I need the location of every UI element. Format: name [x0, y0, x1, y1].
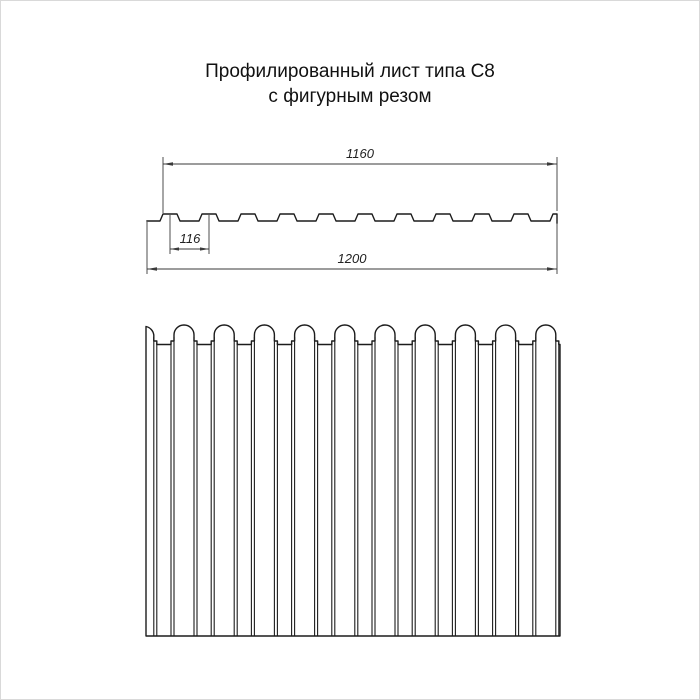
- dimension-1160: [163, 146, 557, 213]
- arrowhead-right: [547, 267, 557, 270]
- front-view: [146, 325, 560, 636]
- sheet-drawing-svg: [1, 1, 699, 699]
- dimension-label-overall-width: 1200: [337, 251, 367, 266]
- arrowhead-left: [147, 267, 157, 270]
- profile-path: [147, 214, 557, 223]
- arrowhead-left: [170, 247, 179, 250]
- dimension-1200: [147, 222, 557, 274]
- dimension-label-pitch: 116: [179, 231, 201, 246]
- front-outline-path: [146, 325, 560, 636]
- arrowhead-left: [163, 162, 173, 165]
- drawing-subtitle: с фигурным резом: [268, 86, 432, 107]
- dimension-label-working-width: 1160: [346, 146, 374, 161]
- cross-section-profile: [147, 214, 557, 223]
- arrowhead-right: [547, 162, 557, 165]
- cross-section-view: [147, 146, 557, 274]
- front-view-rib-lines: [154, 337, 559, 636]
- drawing-title: Профилированный лист типа С8: [205, 61, 495, 82]
- arrowhead-right: [200, 247, 209, 250]
- front-view-outline: [146, 325, 560, 636]
